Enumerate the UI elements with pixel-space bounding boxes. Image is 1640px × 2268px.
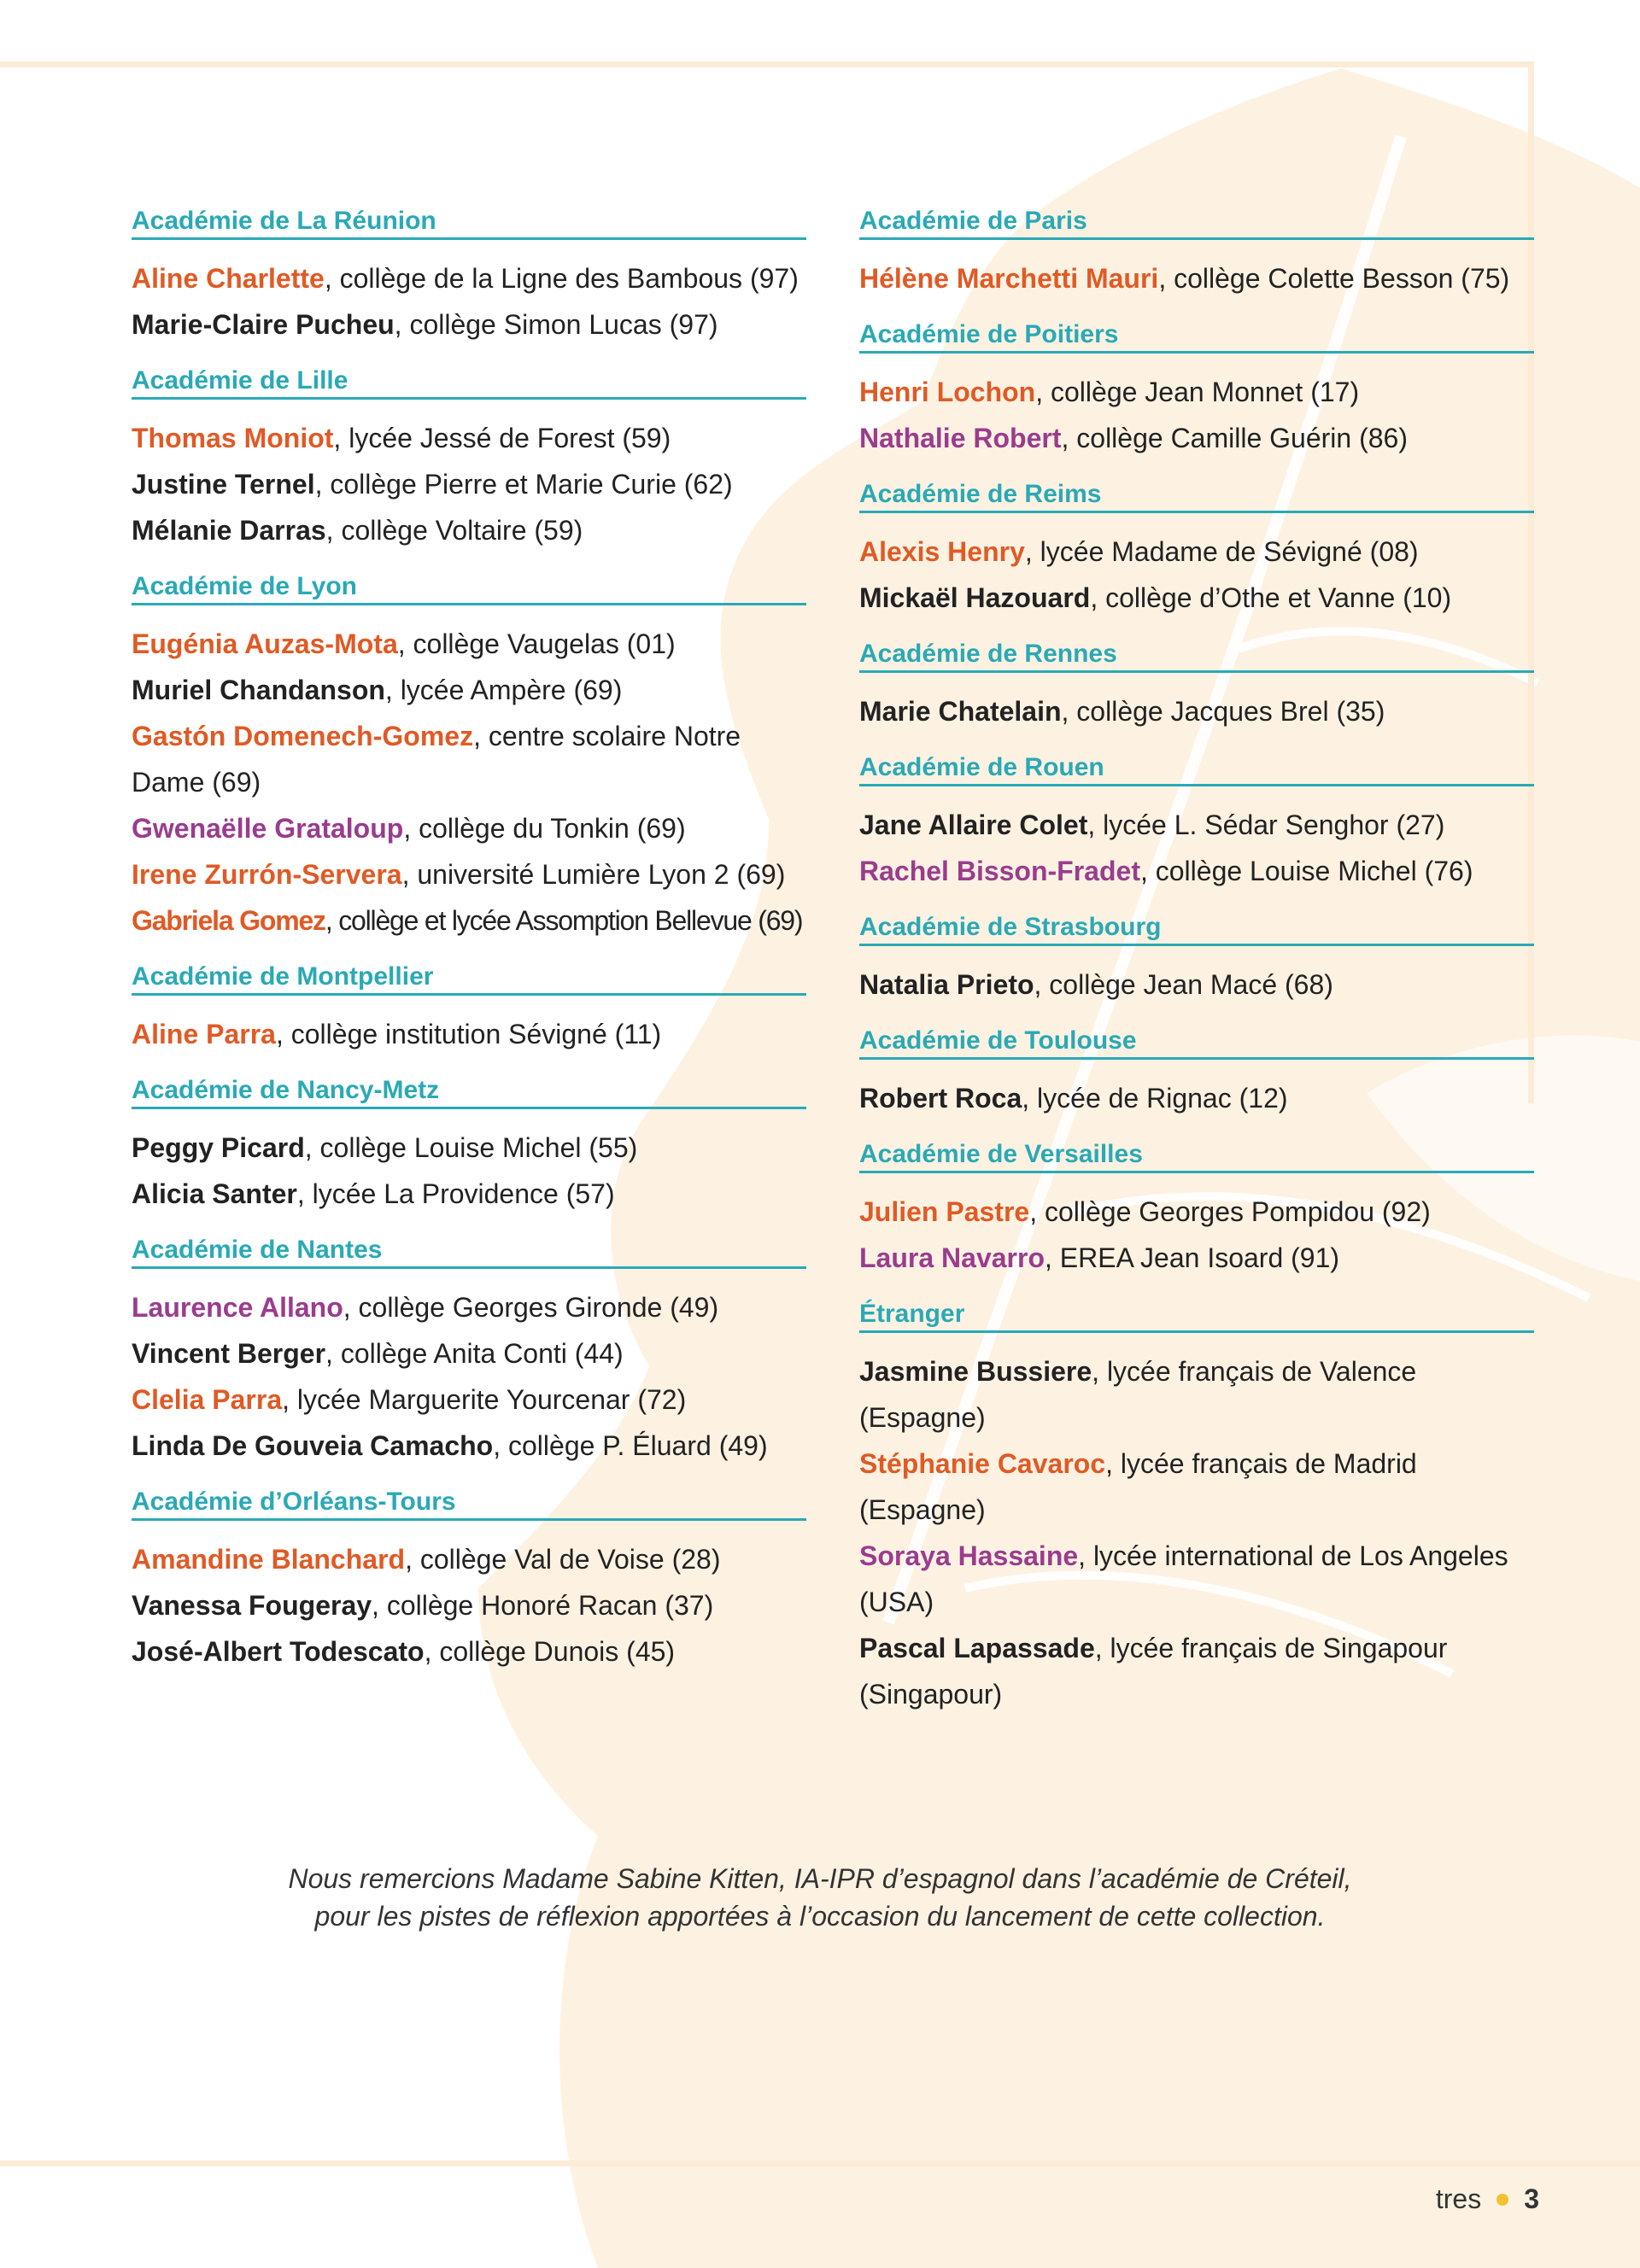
academy-section — [132, 1076, 806, 1217]
contributor-name: Vincent Berger — [132, 1338, 326, 1369]
contributor-school: , lycée La Providence (57) — [296, 1178, 615, 1209]
contributor-school: , collège Honoré Racan (37) — [372, 1590, 714, 1621]
contributor-entry — [132, 897, 806, 944]
academy-section — [859, 1300, 1534, 1717]
contributor-entry — [132, 851, 806, 897]
contributor-entry — [132, 713, 806, 805]
contributor-entry — [859, 1348, 1534, 1441]
acknowledgement-note — [0, 1860, 1640, 1935]
contributor-school: , lycée Jessé de Forest (59) — [333, 423, 671, 453]
contributor-name: Gwenaëlle Grataloup — [132, 813, 404, 844]
right-column — [859, 207, 1534, 1736]
contributor-name: Vanessa Fougeray — [132, 1590, 372, 1621]
contributor-entry — [132, 1423, 806, 1469]
contributor-entry — [859, 1075, 1534, 1121]
contributor-school: , collège Georges Pompidou (92) — [1029, 1196, 1431, 1227]
contributor-name: Jasmine Bussiere — [859, 1356, 1092, 1387]
contributor-school: , centre scolaire Notre Dame (69) — [132, 721, 741, 798]
contributor-entry — [132, 507, 806, 553]
section-title: Académie de Montpellier — [132, 962, 806, 996]
academy-section — [132, 1488, 806, 1675]
contributor-name: Marie Chatelain — [859, 696, 1062, 727]
contributor-name: Aline Charlette — [132, 263, 325, 294]
frame-bottom-border — [0, 2160, 1640, 2166]
contributor-entry — [132, 1125, 806, 1171]
section-title: Académie de Nancy-Metz — [132, 1076, 806, 1109]
contributor-school: , collège Jean Macé (68) — [1034, 969, 1333, 1000]
contributor-name: Robert Roca — [859, 1083, 1022, 1114]
contributor-entry — [132, 1582, 806, 1628]
academy-section — [859, 1026, 1534, 1121]
section-title: Étranger — [859, 1300, 1534, 1333]
entry-list — [859, 1060, 1534, 1121]
section-title: Académie de Rouen — [859, 753, 1534, 786]
contributor-entry — [859, 1625, 1534, 1717]
contributor-entry — [132, 621, 806, 667]
section-title: Académie de Toulouse — [859, 1026, 1534, 1060]
contributor-name: Aline Parra — [132, 1019, 276, 1049]
contributor-school: , lycée français de Valence (Espagne) — [859, 1356, 1417, 1433]
contributor-entry — [132, 415, 806, 461]
contributor-entry — [859, 575, 1534, 621]
academy-section — [859, 1140, 1534, 1281]
academy-section — [859, 320, 1534, 461]
contributor-entry — [132, 461, 806, 507]
contributor-school: , collège et lycée Assomption Bellevue (69) — [325, 905, 803, 936]
contributor-entry — [859, 688, 1534, 734]
entry-list — [859, 1173, 1534, 1281]
contributor-name: Gabriela Gomez — [132, 905, 325, 936]
contributor-entry — [859, 802, 1534, 848]
academy-section — [859, 913, 1534, 1008]
academy-section — [859, 207, 1534, 301]
section-title: Académie de Poitiers — [859, 320, 1534, 354]
entry-list — [859, 354, 1534, 461]
contributor-school: , collège institution Sévigné (11) — [275, 1019, 662, 1049]
contributor-school: , collège Vaugelas (01) — [397, 628, 676, 659]
contributor-name: Soraya Hassaine — [859, 1540, 1079, 1571]
contributor-school: , collège Colette Besson (75) — [1158, 263, 1510, 294]
entry-list — [859, 673, 1534, 734]
contributor-entry — [859, 529, 1534, 575]
contributor-school: , collège Anita Conti (44) — [325, 1338, 624, 1369]
contributor-name: Amandine Blanchard — [132, 1544, 406, 1575]
bullet-dot-icon — [1496, 2194, 1508, 2206]
academy-section — [859, 640, 1534, 734]
contributor-name: Hélène Marchetti Mauri — [859, 263, 1159, 294]
contributor-name: Julien Pastre — [859, 1196, 1030, 1227]
contributor-school: , collège Jacques Brel (35) — [1061, 696, 1385, 727]
page-number: 3 — [1524, 2183, 1539, 2214]
contributor-name: Peggy Picard — [132, 1132, 305, 1163]
collection-label: tres — [1435, 2183, 1482, 2214]
left-column — [132, 207, 806, 1693]
contributor-entry — [859, 369, 1534, 415]
contributor-school: , collège Georges Gironde (49) — [343, 1292, 719, 1323]
section-title: Académie de Rennes — [859, 640, 1534, 673]
section-title: Académie de Strasbourg — [859, 913, 1534, 946]
contributor-name: Nathalie Robert — [859, 423, 1062, 453]
entry-list — [859, 946, 1534, 1008]
contributor-entry — [132, 301, 806, 348]
contributor-entry — [132, 255, 806, 301]
contributor-name: Clelia Parra — [132, 1384, 283, 1415]
entry-list — [132, 605, 806, 944]
contributor-school: , EREA Jean Isoard (91) — [1044, 1242, 1340, 1273]
entry-list — [859, 1333, 1534, 1717]
contributor-entry — [132, 1011, 806, 1057]
contributor-school: , lycée Marguerite Yourcenar (72) — [282, 1384, 687, 1415]
contributor-school: , lycée Ampère (69) — [384, 675, 623, 705]
entry-list — [132, 400, 806, 553]
contributor-entry — [859, 848, 1534, 894]
contributor-name: José-Albert Todescato — [132, 1636, 425, 1667]
contributor-school: , collège Louise Michel (55) — [304, 1132, 638, 1163]
contributor-entry — [859, 255, 1534, 301]
contributor-entry — [132, 1628, 806, 1675]
contributor-entry — [132, 805, 806, 851]
contributor-name: Mickaël Hazouard — [859, 582, 1091, 613]
academy-section — [859, 753, 1534, 894]
contributor-name: Laura Navarro — [859, 1242, 1045, 1273]
contributor-school: , lycée Madame de Sévigné (08) — [1024, 536, 1419, 567]
contributor-school: , université Lumière Lyon 2 (69) — [401, 859, 786, 890]
academy-section — [132, 366, 806, 553]
contributor-entry — [859, 962, 1534, 1008]
contributor-name: Justine Ternel — [132, 469, 315, 500]
section-title: Académie d’Orléans-Tours — [132, 1488, 806, 1521]
contributor-name: Alexis Henry — [859, 536, 1025, 567]
contributor-entry — [859, 1533, 1534, 1625]
entry-list — [859, 513, 1534, 621]
contributor-name: Jane Allaire Colet — [859, 810, 1088, 840]
contributor-entry — [132, 1330, 806, 1377]
contributor-name: Thomas Moniot — [132, 423, 334, 453]
section-title: Académie de Reims — [859, 480, 1534, 513]
contributor-school: , collège du Tonkin (69) — [403, 813, 686, 844]
contributor-school: , collège Simon Lucas (97) — [394, 309, 718, 340]
contributor-name: Pascal Lapassade — [859, 1633, 1095, 1663]
section-title: Académie de La Réunion — [132, 207, 806, 240]
contributor-entry — [859, 1235, 1534, 1281]
contributor-name: Gastón Domenech-Gomez — [132, 721, 474, 751]
contributor-name: Muriel Chandanson — [132, 675, 385, 705]
contributor-school: , collège Val de Voise (28) — [405, 1544, 721, 1575]
academy-section — [132, 962, 806, 1057]
contributor-entry — [859, 1189, 1534, 1235]
contributor-school: , collège de la Ligne des Bambous (97) — [324, 263, 799, 294]
section-title: Académie de Paris — [859, 207, 1534, 240]
section-title: Académie de Lille — [132, 366, 806, 400]
page-footer — [1436, 2183, 1539, 2215]
contributor-name: Stéphanie Cavaroc — [859, 1448, 1106, 1479]
contributor-entry — [859, 415, 1534, 461]
section-title: Académie de Lyon — [132, 572, 806, 605]
contributor-name: Natalia Prieto — [859, 969, 1034, 1000]
entry-list — [132, 1521, 806, 1675]
contributor-name: Marie-Claire Pucheu — [132, 309, 395, 340]
entry-list — [859, 786, 1534, 894]
academy-section — [859, 480, 1534, 621]
entry-list — [132, 1109, 806, 1217]
contributor-name: Henri Lochon — [859, 377, 1036, 407]
acknowledgement-line-2: pour les pistes de réflexion apportées à l’occasion du lancement de cette collection. — [314, 1901, 1326, 1932]
contributor-entry — [132, 1171, 806, 1217]
contributor-school: , collège Voltaire (59) — [325, 515, 583, 546]
contributor-entry — [132, 1284, 806, 1330]
contributor-entry — [132, 1377, 806, 1423]
contributor-name: Rachel Bisson-Fradet — [859, 856, 1140, 886]
academy-section — [132, 1236, 806, 1469]
contributor-school: , collège d’Othe et Vanne (10) — [1090, 582, 1452, 613]
contributor-school: , lycée L. Sédar Senghor (27) — [1087, 810, 1445, 840]
contributor-entry — [132, 1536, 806, 1582]
frame-top-border — [0, 61, 1534, 67]
contributor-school: , collège Louise Michel (76) — [1139, 856, 1473, 886]
academy-section — [132, 572, 806, 944]
contributor-school: , collège Camille Guérin (86) — [1061, 423, 1408, 453]
contributor-school: , collège P. Éluard (49) — [493, 1430, 768, 1461]
contributor-entry — [132, 667, 806, 713]
contributor-school: , lycée français de Madrid (Espagne) — [859, 1448, 1417, 1525]
entry-list — [859, 240, 1534, 301]
section-title: Académie de Nantes — [132, 1236, 806, 1269]
entry-list — [132, 240, 806, 348]
contributor-name: Irene Zurrón-Servera — [132, 859, 402, 890]
contributor-entry — [859, 1441, 1534, 1533]
contributor-school: , lycée de Rignac (12) — [1022, 1083, 1288, 1114]
contributor-name: Linda De Gouveia Camacho — [132, 1430, 494, 1461]
contributor-school: , lycée français de Singapour (Singapour) — [859, 1633, 1448, 1710]
contributor-school: , collège Jean Monnet (17) — [1035, 377, 1360, 407]
contributor-name: Mélanie Darras — [132, 515, 326, 546]
contributor-school: , collège Dunois (45) — [424, 1636, 676, 1667]
contributor-name: Alicia Santer — [132, 1178, 297, 1209]
academy-section — [132, 207, 806, 348]
section-title: Académie de Versailles — [859, 1140, 1534, 1173]
contributor-school: , lycée international de Los Angeles (USA) — [859, 1540, 1508, 1617]
contributor-school: , collège Pierre et Marie Curie (62) — [314, 469, 733, 500]
entry-list — [132, 1269, 806, 1469]
entry-list — [132, 996, 806, 1057]
contributor-name: Laurence Allano — [132, 1292, 343, 1323]
contributor-name: Eugénia Auzas-Mota — [132, 628, 398, 659]
acknowledgement-line-1: Nous remercions Madame Sabine Kitten, IA-IPR d’espagnol dans l’académie de Créteil, — [288, 1863, 1352, 1894]
